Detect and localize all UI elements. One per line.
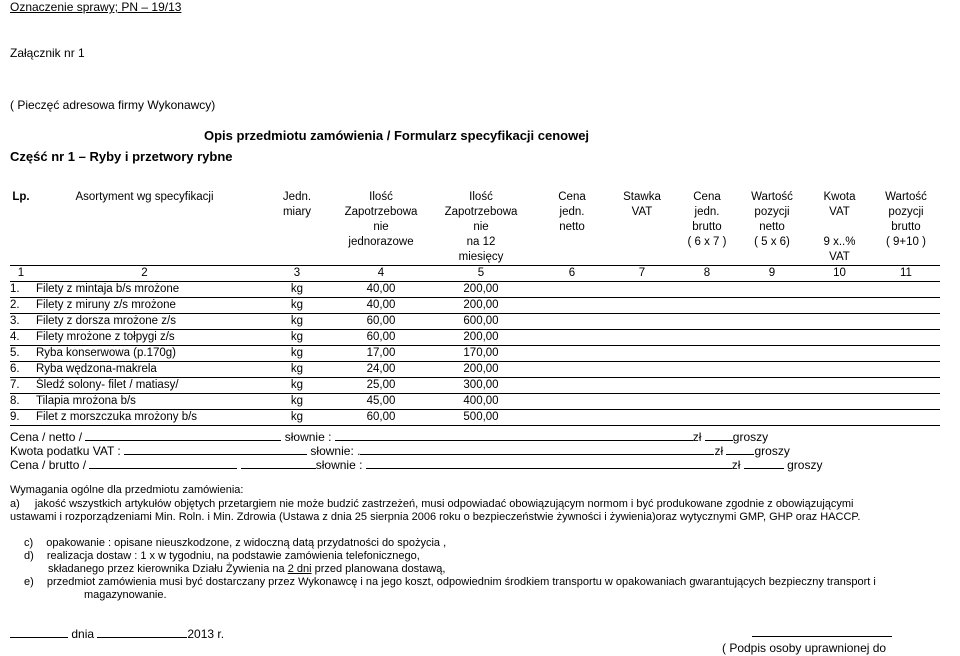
requirement-d [24, 550, 420, 562]
empty-price-cell[interactable] [607, 394, 677, 410]
quantity-year: 600,00 [425, 314, 537, 330]
row-number: 3. [10, 314, 32, 330]
empty-price-cell[interactable] [872, 282, 940, 298]
requirement-a-label: a) [10, 498, 20, 510]
row-number: 6. [10, 362, 32, 378]
column-number: 6 [537, 266, 607, 282]
table-row [10, 394, 940, 410]
quantity-once: 40,00 [337, 298, 425, 314]
header-line: VAT [631, 206, 653, 218]
table-header-row [10, 190, 940, 266]
row-number: 9. [10, 410, 32, 426]
header-line: brutto [692, 221, 722, 233]
header-line: jedn. [559, 206, 585, 218]
header-line: Kwota [823, 191, 856, 203]
empty-price-cell[interactable] [677, 410, 737, 426]
requirement-a-text: jakość wszystkich artykułów objętych przetargiem nie może budzić zastrzeżeń, musi odpowiadać obowiązującym normom i być produkowane zgodnie z obowiązującymi [34, 498, 854, 510]
unit-cell: kg [257, 346, 337, 362]
quantity-year: 200,00 [425, 282, 537, 298]
quantity-once: 60,00 [337, 314, 425, 330]
table-row [10, 362, 940, 378]
header-line: Stawka [623, 191, 661, 203]
unit-cell: kg [257, 410, 337, 426]
empty-price-cell[interactable] [677, 346, 737, 362]
header-line: jedn. [694, 206, 720, 218]
gross-grosze-field[interactable] [744, 458, 784, 469]
empty-price-cell[interactable] [807, 410, 872, 426]
vat-label: Kwota podatku VAT : [10, 444, 121, 458]
header-line: ( 5 x 6) [754, 236, 790, 248]
header-line: netto [559, 221, 585, 233]
column-number: 4 [337, 266, 425, 282]
empty-price-cell[interactable] [607, 314, 677, 330]
quantity-year: 400,00 [425, 394, 537, 410]
table-row [10, 346, 940, 362]
requirement-d-label: d) [24, 550, 34, 562]
gross-words-field[interactable] [366, 458, 732, 469]
vat-line [10, 444, 790, 458]
column-number: 11 [872, 266, 940, 282]
empty-price-cell[interactable] [737, 362, 807, 378]
vat-grosze-label: groszy [754, 444, 790, 458]
empty-price-cell[interactable] [737, 378, 807, 394]
vat-field[interactable] [124, 444, 307, 455]
quantity-year: 170,00 [425, 346, 537, 362]
header-line: 9 x..% [823, 236, 856, 248]
empty-price-cell[interactable] [872, 378, 940, 394]
net-price-field[interactable] [85, 430, 281, 441]
gross-price-field-b[interactable] [241, 458, 316, 469]
header-line: Cena [693, 191, 721, 203]
header-line: miesięcy [458, 251, 504, 263]
requirement-d-cont-b: przed planowana dostawą, [314, 563, 446, 575]
quantity-year: 500,00 [425, 410, 537, 426]
requirement-c-text: opakowanie : opisane nieuszkodzone, z widoczną datą przydatności do spożycia , [46, 537, 447, 549]
net-words-field[interactable] [335, 430, 693, 441]
empty-price-cell[interactable] [737, 346, 807, 362]
item-name: Filety mrożone z tołpygi z/s [32, 330, 257, 346]
unit-cell: kg [257, 330, 337, 346]
requirement-d-cont [48, 563, 445, 575]
empty-price-cell[interactable] [537, 410, 607, 426]
column-number: 2 [32, 266, 257, 282]
empty-price-cell[interactable] [872, 346, 940, 362]
empty-price-cell[interactable] [537, 314, 607, 330]
row-number: 2. [10, 298, 32, 314]
header-line: Wartość [751, 191, 793, 203]
header-line: ( 6 x 7 ) [687, 236, 727, 248]
empty-price-cell[interactable] [537, 378, 607, 394]
empty-price-cell[interactable] [737, 410, 807, 426]
empty-price-cell[interactable] [737, 298, 807, 314]
column-number: 3 [257, 266, 337, 282]
header-line: brutto [891, 221, 921, 233]
date-line [10, 627, 224, 641]
gross-zl-label: zł [731, 458, 741, 472]
empty-price-cell[interactable] [807, 330, 872, 346]
empty-price-cell[interactable] [807, 346, 872, 362]
empty-price-cell[interactable] [537, 282, 607, 298]
quantity-year: 200,00 [425, 362, 537, 378]
empty-price-cell[interactable] [537, 394, 607, 410]
empty-price-cell[interactable] [737, 282, 807, 298]
header-cell [807, 190, 872, 266]
empty-price-cell[interactable] [737, 394, 807, 410]
empty-price-cell[interactable] [537, 330, 607, 346]
header-line [807, 220, 872, 235]
requirement-e-text: przedmiot zamówienia musi być dostarczany przez Wykonawcę i na jego koszt, odpowiednim środkiem transportu w opakowaniach gwarantujących bezpieczny transport i [46, 576, 876, 588]
header-cell [32, 190, 257, 266]
requirement-d-cont-a: składanego przez kierownika Działu Żywienia na [48, 563, 285, 575]
requirement-e-cont: magazynowanie. [84, 589, 167, 601]
empty-price-cell[interactable] [537, 362, 607, 378]
quantity-once: 60,00 [337, 330, 425, 346]
column-number: 9 [737, 266, 807, 282]
row-number: 8. [10, 394, 32, 410]
header-cell [337, 190, 425, 266]
empty-price-cell[interactable] [872, 314, 940, 330]
row-number: 7. [10, 378, 32, 394]
empty-price-cell[interactable] [607, 330, 677, 346]
vat-grosze-field[interactable] [726, 444, 754, 455]
empty-price-cell[interactable] [537, 346, 607, 362]
gross-price-label: Cena / brutto / [10, 458, 87, 472]
header-line: Asortyment wg specyfikacji [75, 191, 214, 203]
empty-price-cell[interactable] [677, 282, 737, 298]
header-line: Ilość [469, 191, 493, 203]
unit-cell: kg [257, 298, 337, 314]
header-cell [425, 190, 537, 266]
signature-label: ( Podpis osoby uprawnionej do [722, 641, 887, 655]
header-line: VAT [829, 206, 850, 218]
requirement-d-text: realizacja dostaw : 1 x w tygodniu, na podstawie zamówienia telefonicznego, [46, 550, 420, 562]
empty-price-cell[interactable] [872, 394, 940, 410]
header-cell [677, 190, 737, 266]
row-number: 5. [10, 346, 32, 362]
empty-price-cell[interactable] [807, 378, 872, 394]
empty-price-cell[interactable] [607, 362, 677, 378]
date-year: 2013 r. [187, 627, 225, 641]
empty-price-cell[interactable] [807, 298, 872, 314]
header-line: Lp. [12, 191, 30, 203]
header-line: netto [759, 221, 785, 233]
requirement-a-cont: ustawami i rozporządzeniami Min. Roln. i Min. Zdrowia (Ustawa z dnia 25 sierpnia 2006 roku o bezpieczeństwie żywności i żywienia)oraz wytycznymi GMP, GHP oraz HACCP. [10, 511, 861, 523]
quantity-year: 300,00 [425, 378, 537, 394]
empty-price-cell[interactable] [872, 362, 940, 378]
gross-price-line [10, 458, 822, 472]
gross-grosze-label: groszy [787, 458, 823, 472]
stamp-label: ( Pieczęć adresowa firmy Wykonawcy) [10, 98, 216, 112]
column-number: 10 [807, 266, 872, 282]
table-body [10, 282, 940, 426]
table-row [10, 378, 940, 394]
quantity-once: 25,00 [337, 378, 425, 394]
empty-price-cell[interactable] [872, 410, 940, 426]
attachment-label: Załącznik nr 1 [10, 46, 85, 60]
empty-price-cell[interactable] [677, 394, 737, 410]
table-row [10, 282, 940, 298]
gross-price-field-a[interactable] [89, 458, 237, 469]
item-name: Ryba konserwowa (p.170g) [32, 346, 257, 362]
unit-cell: kg [257, 394, 337, 410]
empty-price-cell[interactable] [607, 378, 677, 394]
header-line: Ilość [369, 191, 393, 203]
quantity-once: 17,00 [337, 346, 425, 362]
item-name: Filety z mintaja b/s mrożone [32, 282, 257, 298]
header-line: ( 9+10 ) [886, 236, 926, 248]
empty-price-cell[interactable] [607, 282, 677, 298]
place-field[interactable] [10, 627, 68, 638]
column-number-row [10, 266, 940, 282]
vat-words-label: słownie: . [310, 444, 361, 458]
header-cell [737, 190, 807, 266]
empty-price-cell[interactable] [737, 314, 807, 330]
table-row [10, 314, 940, 330]
empty-price-cell[interactable] [807, 282, 872, 298]
item-name: Filety z dorsza mrożone z/s [32, 314, 257, 330]
requirement-a [10, 498, 854, 510]
requirement-e-label: e) [24, 576, 34, 588]
table-row [10, 298, 940, 314]
item-name: Filet z morszczuka mrożony b/s [32, 410, 257, 426]
requirement-c-label: c) [24, 537, 34, 549]
column-number: 7 [607, 266, 677, 282]
empty-price-cell[interactable] [607, 410, 677, 426]
empty-price-cell[interactable] [807, 362, 872, 378]
column-number: 8 [677, 266, 737, 282]
requirements-heading: Wymagania ogólne dla przedmiotu zamówienia: [10, 484, 244, 496]
gross-words-label: słownie : [315, 458, 363, 472]
column-number: 1 [10, 266, 32, 282]
unit-cell: kg [257, 362, 337, 378]
empty-price-cell[interactable] [807, 394, 872, 410]
row-number: 4. [10, 330, 32, 346]
header-line: Zapotrzebowa [344, 206, 418, 218]
header-cell [537, 190, 607, 266]
net-zl-label: zł [692, 430, 702, 444]
case-number: Oznaczenie sprawy; PN – 19/13 [10, 0, 182, 14]
empty-price-cell[interactable] [607, 298, 677, 314]
specification-table [10, 190, 940, 426]
vat-words-field[interactable] [360, 444, 714, 455]
quantity-year: 200,00 [425, 330, 537, 346]
header-line: nie [373, 221, 389, 233]
empty-price-cell[interactable] [872, 298, 940, 314]
empty-price-cell[interactable] [737, 330, 807, 346]
item-name: Tilapia mrożona b/s [32, 394, 257, 410]
requirement-d-days: 2 dni [287, 563, 312, 575]
quantity-once: 40,00 [337, 282, 425, 298]
quantity-year: 200,00 [425, 298, 537, 314]
unit-cell: kg [257, 282, 337, 298]
requirement-c [24, 537, 446, 549]
vat-zl-label: zł [714, 444, 724, 458]
quantity-once: 24,00 [337, 362, 425, 378]
header-line: Wartość [885, 191, 927, 203]
unit-cell: kg [257, 314, 337, 330]
net-price-line [10, 430, 768, 444]
date-word: dnia [71, 627, 95, 641]
item-name: Śledź solony- filet / matiasy/ [32, 378, 257, 394]
header-line: Jedn. [282, 191, 312, 203]
item-name: Filety z miruny z/s mrożone [32, 298, 257, 314]
column-number: 5 [425, 266, 537, 282]
empty-price-cell[interactable] [677, 298, 737, 314]
table-row [10, 410, 940, 426]
header-line: pozycji [888, 206, 924, 218]
net-grosze-label: groszy [732, 430, 769, 444]
quantity-once: 45,00 [337, 394, 425, 410]
empty-price-cell[interactable] [607, 346, 677, 362]
header-line: pozycji [754, 206, 790, 218]
signature-line[interactable] [752, 626, 892, 637]
header-line: Zapotrzebowa [444, 206, 518, 218]
table-row [10, 330, 940, 346]
net-price-label: Cena / netto / [10, 430, 83, 444]
row-number: 1. [10, 282, 32, 298]
empty-price-cell[interactable] [677, 330, 737, 346]
item-name: Ryba wędzona-makrela [32, 362, 257, 378]
header-line: Cena [558, 191, 586, 203]
header-cell [872, 190, 940, 266]
header-cell [10, 190, 32, 266]
requirement-e [24, 576, 876, 588]
header-cell [257, 190, 337, 266]
header-line: jednorazowe [348, 236, 414, 248]
header-line: VAT [829, 251, 850, 263]
empty-price-cell[interactable] [872, 330, 940, 346]
document-title: Opis przedmiotu zamówienia / Formularz specyfikacji cenowej [204, 128, 590, 143]
header-line: na 12 [466, 236, 496, 248]
empty-price-cell[interactable] [537, 298, 607, 314]
quantity-once: 60,00 [337, 410, 425, 426]
header-cell [607, 190, 677, 266]
empty-price-cell[interactable] [807, 314, 872, 330]
part-title: Część nr 1 – Ryby i przetwory rybne [10, 149, 233, 164]
header-line: miary [282, 206, 312, 218]
empty-price-cell[interactable] [677, 362, 737, 378]
unit-cell: kg [257, 378, 337, 394]
empty-price-cell[interactable] [677, 314, 737, 330]
empty-price-cell[interactable] [677, 378, 737, 394]
net-grosze-field[interactable] [705, 430, 733, 441]
header-line: nie [473, 221, 489, 233]
net-words-label: słownie : [284, 430, 332, 444]
date-field[interactable] [97, 627, 187, 638]
